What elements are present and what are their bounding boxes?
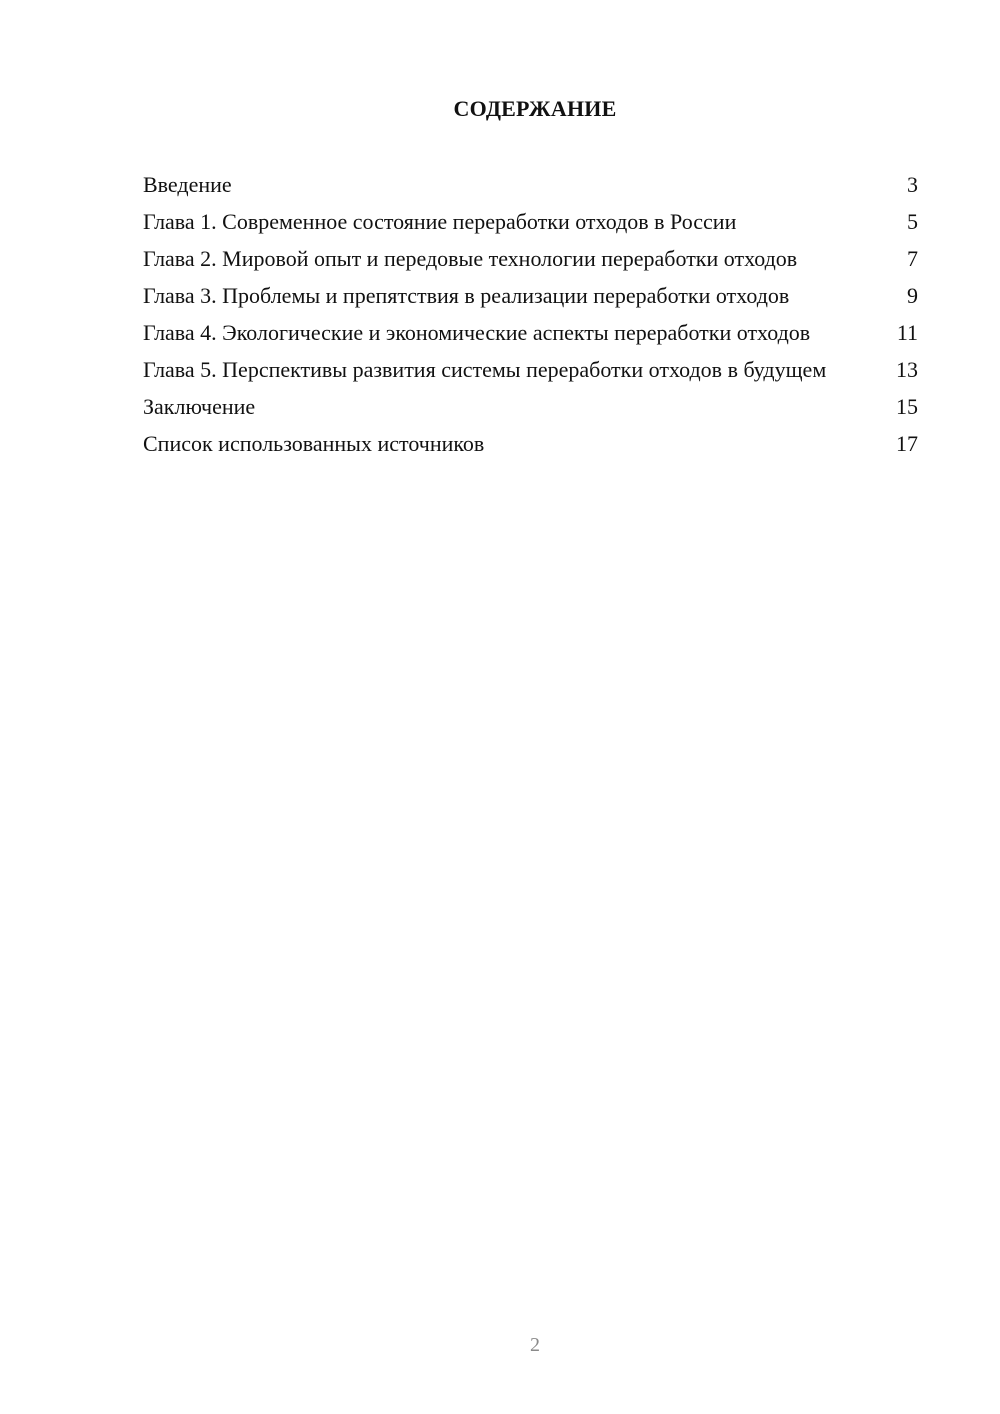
table-of-contents: [143, 172, 918, 468]
toc-entry-page-number: 17: [896, 431, 918, 456]
toc-entry-chapter-2: [143, 246, 918, 272]
toc-entry-page-number: 9: [907, 283, 918, 308]
toc-entry-title: Введение: [143, 172, 232, 197]
toc-entry-title: Список использованных источников: [143, 431, 485, 456]
toc-entry-page-number: 15: [896, 394, 918, 419]
page-number: 2: [530, 1334, 540, 1356]
toc-entry-title: Заключение: [143, 394, 256, 419]
toc-entry-references: [143, 431, 918, 457]
toc-entry-chapter-4: [143, 320, 918, 346]
toc-entry-title: Глава 3. Проблемы и препятствия в реализации переработки отходов: [143, 283, 790, 308]
toc-entry-chapter-5: [143, 357, 918, 383]
toc-entry-title: Глава 1. Современное состояние переработки отходов в России: [143, 209, 737, 234]
toc-entry-page-number: 5: [907, 209, 918, 234]
toc-entry-chapter-3: [143, 283, 918, 309]
toc-entry-chapter-1: [143, 209, 918, 235]
toc-entry-title: Глава 4. Экологические и экономические аспекты переработки отходов: [143, 320, 811, 345]
toc-entry-introduction: [143, 172, 918, 198]
toc-entry-title: Глава 2. Мировой опыт и передовые технологии переработки отходов: [143, 246, 798, 271]
toc-entry-page-number: 7: [907, 246, 918, 271]
toc-entry-page-number: 11: [896, 320, 918, 345]
toc-entry-conclusion: [143, 394, 918, 420]
toc-entry-page-number: 13: [896, 357, 918, 382]
toc-entry-title: Глава 5. Перспективы развития системы переработки отходов в будущем: [143, 357, 827, 382]
toc-entry-page-number: 3: [907, 172, 918, 197]
toc-heading: СОДЕРЖАНИЕ: [453, 96, 617, 121]
